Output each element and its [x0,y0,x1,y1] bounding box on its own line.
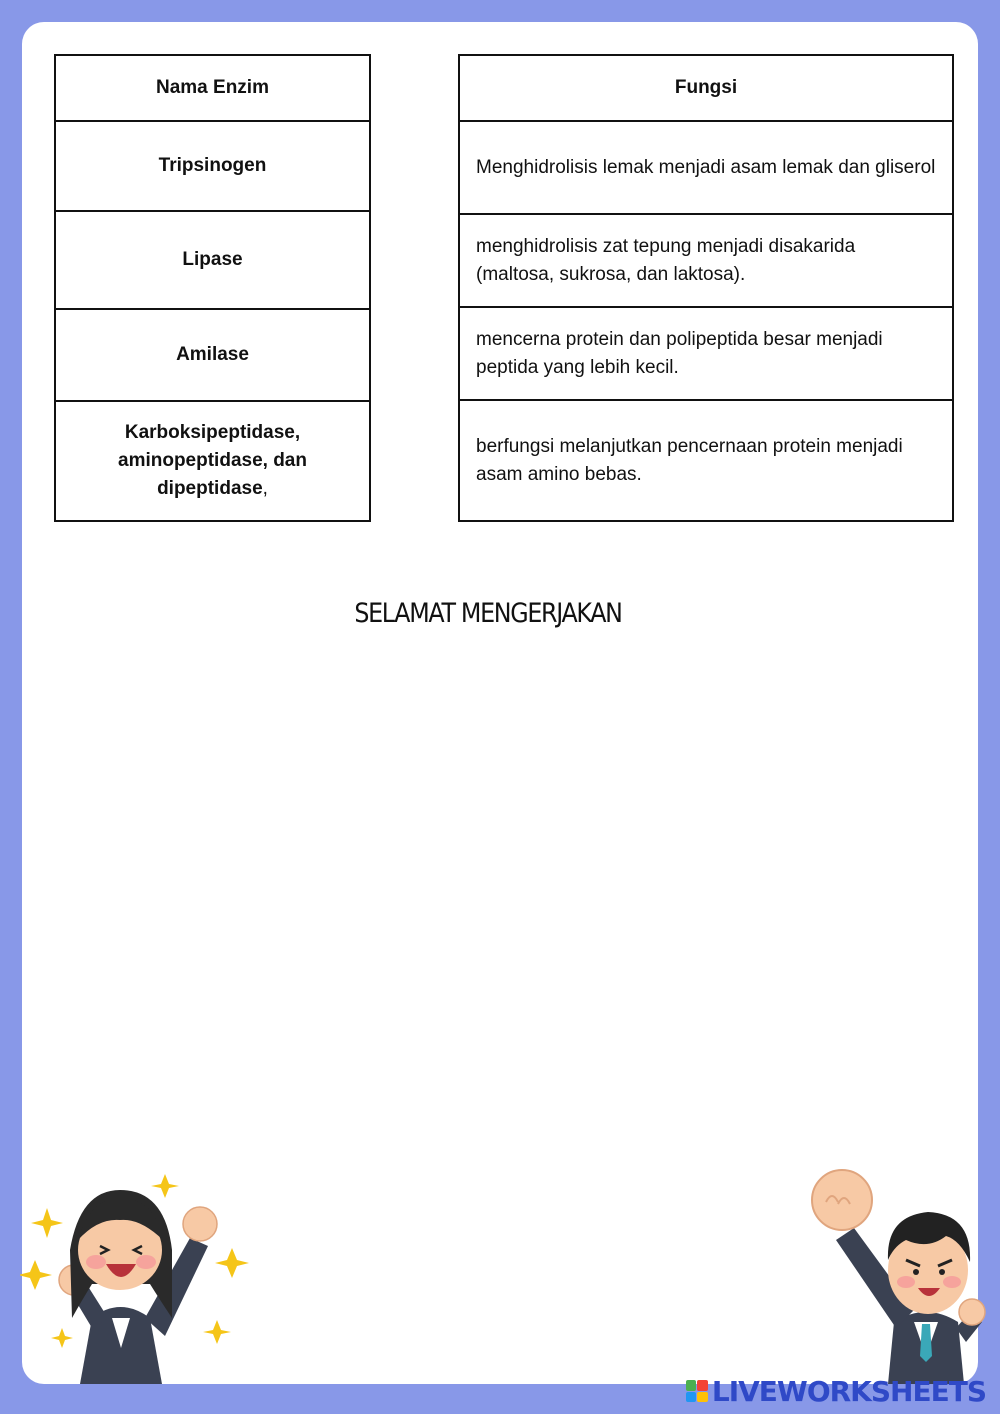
logo-square [686,1392,697,1403]
logo-square [686,1380,697,1391]
liveworksheets-logo-icon [686,1380,708,1402]
liveworksheets-text: LIVEWORKSHEETS [711,1374,986,1408]
sparkle-icon [151,1174,179,1198]
sparkle-icon [31,1208,63,1238]
function-cell[interactable]: mencerna protein dan polipeptida besar menjadi peptida yang lebih kecil. [459,307,953,400]
enzyme-cell[interactable]: Lipase [55,211,370,309]
enzyme-cell-text: Karboksipeptidase, aminopeptidase, dan dipeptidase [118,422,307,499]
function-table [458,54,954,522]
enzyme-name-table [54,54,371,522]
sparkle-icon [51,1328,73,1348]
enzyme-cell[interactable] [55,401,370,521]
liveworksheets-watermark [686,1376,986,1406]
cheering-man-illustration [796,1160,986,1384]
enzyme-cell[interactable]: Tripsinogen [55,121,370,211]
logo-square [697,1392,708,1403]
sparkle-icon [215,1248,249,1278]
sparkle-icon [20,1260,52,1290]
closing-message: SELAMAT MENGERJAKAN [354,598,622,629]
enzyme-cell-suffix: , [262,478,268,499]
enzyme-cell[interactable]: Amilase [55,309,370,401]
cheering-woman-illustration [20,1168,260,1384]
function-cell[interactable]: berfungsi melanjutkan pencernaan protein menjadi asam amino bebas. [459,400,953,521]
enzyme-header: Nama Enzim [55,55,370,121]
function-cell[interactable]: Menghidrolisis lemak menjadi asam lemak dan gliserol [459,121,953,214]
function-cell[interactable]: menghidrolisis zat tepung menjadi disakarida (maltosa, sukrosa, dan laktosa). [459,214,953,307]
sparkle-icon [203,1320,231,1344]
logo-square [697,1380,708,1391]
function-header: Fungsi [459,55,953,121]
